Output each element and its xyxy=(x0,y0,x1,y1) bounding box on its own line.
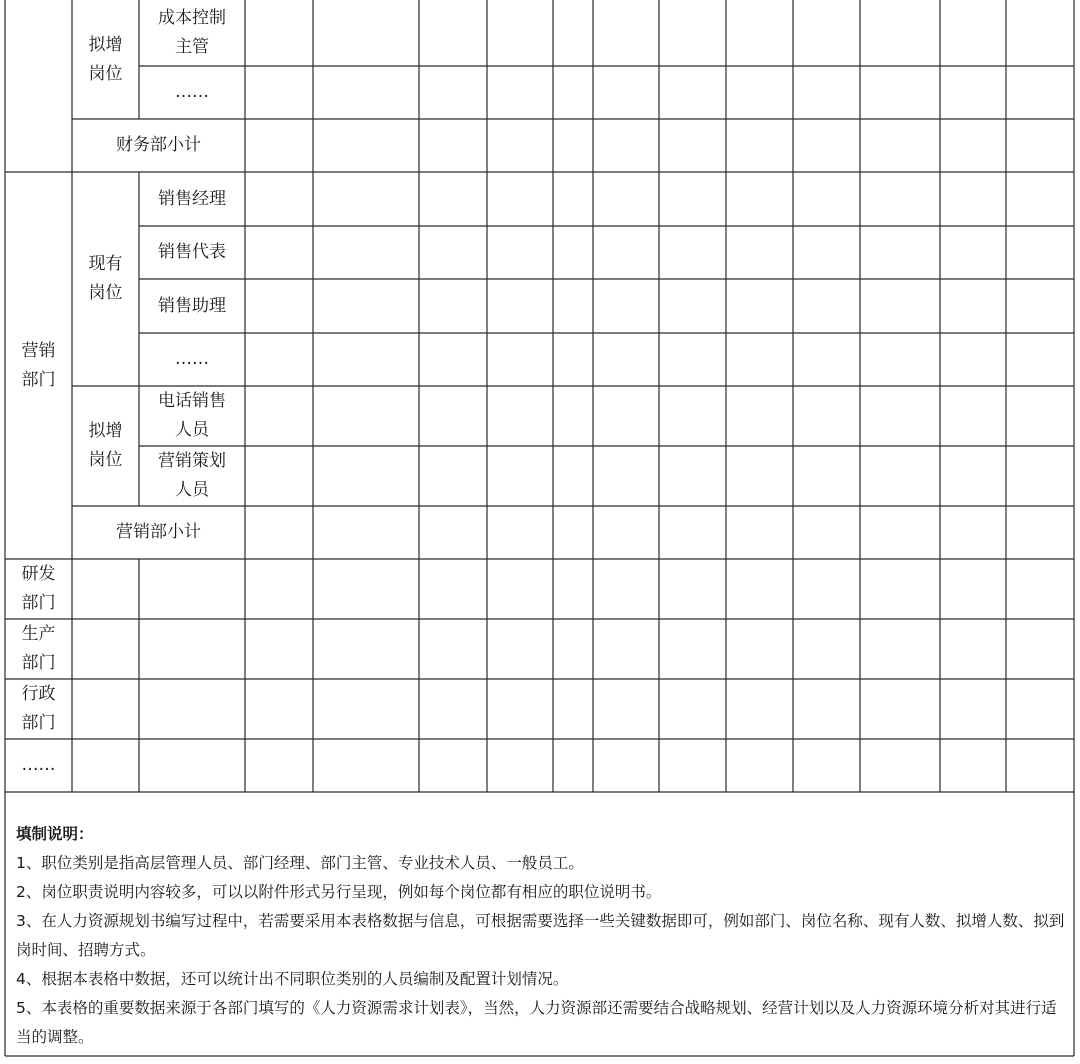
fill-instructions-title: 填制说明： xyxy=(16,825,94,843)
department-administration: 行政 部门 xyxy=(21,684,56,733)
department-rd: 研发 部门 xyxy=(21,564,56,613)
fill-instructions xyxy=(16,820,1066,1052)
sales-position-marketing-planner: 营销策划 人员 xyxy=(158,451,226,500)
finance-position-cost-control: 成本控制 主管 xyxy=(158,8,226,57)
sales-department: 营销 部门 xyxy=(21,340,56,390)
instruction-item-1: 1、职位类别是指高层管理人员、部门经理、部门主管、专业技术人员、一般员工。 xyxy=(16,854,584,872)
sales-added-group: 拟增 岗位 xyxy=(88,421,123,470)
sales-subtotal: 营销部小计 xyxy=(116,522,201,542)
sales-position-assistant: 销售助理 xyxy=(158,295,226,316)
finance-added-group: 拟增 岗位 xyxy=(88,34,123,84)
sales-position-representative: 销售代表 xyxy=(158,242,226,262)
department-more: …… xyxy=(21,755,56,775)
sales-existing-group: 现有 岗位 xyxy=(88,254,123,303)
finance-subtotal: 财务部小计 xyxy=(116,135,201,155)
finance-position-more: …… xyxy=(175,82,209,102)
sales-position-manager: 销售经理 xyxy=(158,188,226,209)
instruction-item-2: 2、岗位职责说明内容较多，可以以附件形式另行呈现，例如每个岗位都有相应的职位说明书。 xyxy=(16,883,662,901)
instruction-item-3: 3、在人力资源规划书编写过程中，若需要采用本表格数据与信息，可根据需要选择一些关键数据即可，例如部门、岗位名称、现有人数、拟增人数、拟到岗时间、招聘方式。 xyxy=(16,912,1065,959)
instruction-item-4: 4、根据本表格中数据，还可以统计出不同职位类别的人员编制及配置计划情况。 xyxy=(16,970,569,988)
sales-position-telesales: 电话销售 人员 xyxy=(158,391,226,440)
department-production: 生产 部门 xyxy=(21,624,56,673)
sales-position-more: …… xyxy=(175,349,209,369)
instruction-item-5: 5、本表格的重要数据来源于各部门填写的《人力资源需求计划表》，当然，人力资源部还需要结合战略规划、经营计划以及人力资源环境分析对其进行适当的调整。 xyxy=(16,999,1057,1046)
